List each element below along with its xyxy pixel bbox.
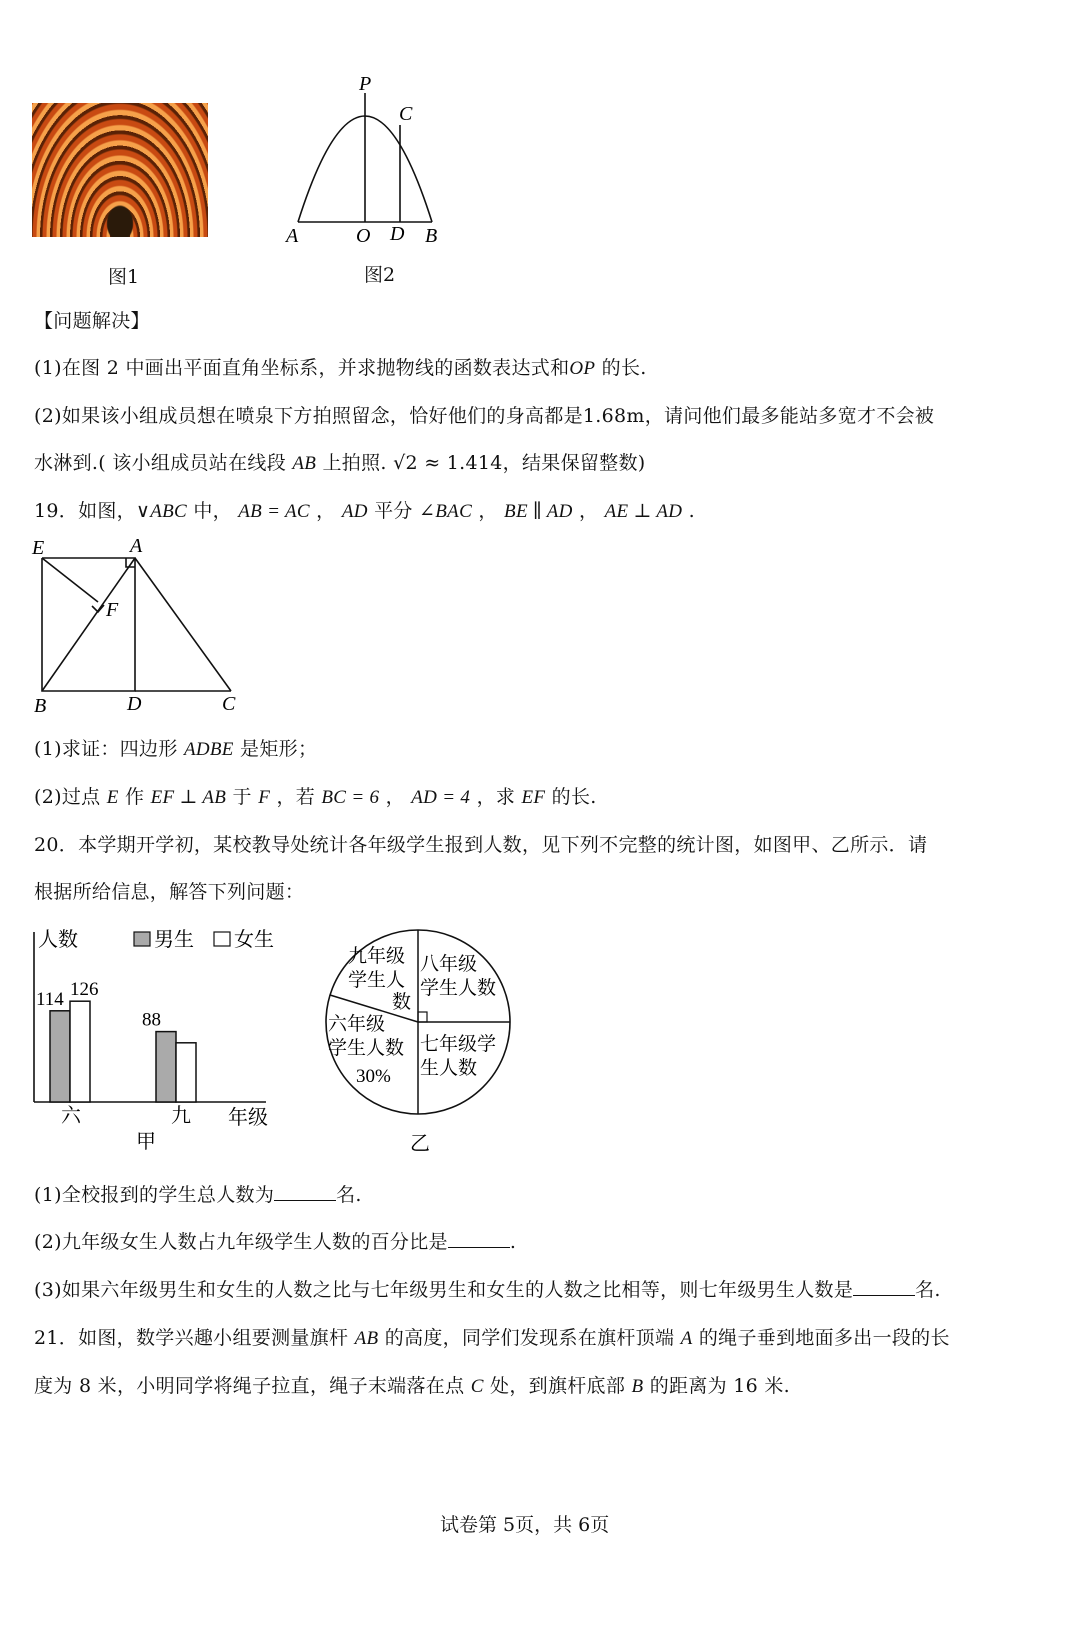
rectangle-triangle-figure	[26, 532, 256, 720]
label-D2: D	[127, 693, 142, 715]
answer-blank-1[interactable]	[274, 1184, 336, 1201]
legend-female: 女生	[234, 929, 274, 951]
bar-label-女生-六: 126	[70, 979, 99, 1001]
section-title: 【问题解决】	[34, 310, 150, 332]
ab-diagonal	[42, 558, 135, 691]
page-footer: 试卷第 5页，共 6页	[440, 1514, 610, 1536]
p20-stem-line1: 20．本学期开学初，某校教导处统计各年级学生报到人数，见下列不完整的统计图，如图甲、乙所示．请	[34, 834, 928, 856]
x-tick-六: 六	[61, 1105, 81, 1127]
label-F: F	[106, 599, 119, 621]
label-B2: B	[34, 695, 47, 717]
p20-q1: (1)全校报到的学生总人数为 名.	[34, 1184, 362, 1206]
svg-text:学生人数: 学生人数	[420, 978, 497, 999]
svg-text:学生人: 学生人	[348, 970, 406, 991]
p20-stem-line2: 根据所给信息，解答下列问题：	[34, 881, 305, 903]
label-B: B	[425, 225, 438, 247]
svg-text:生人数: 生人数	[420, 1058, 478, 1079]
p19-q1: (1)求证：四边形 ADBE 是矩形；	[34, 738, 318, 760]
chart-title-乙: 乙	[410, 1133, 430, 1155]
svg-text:九年级: 九年级	[348, 946, 406, 967]
legend-swatch-female	[214, 932, 230, 946]
p19-stem: 19．如图，∨ABC 中， AB = AC ， AD 平分 ∠BAC ， BE ∥ AD ， AE ⊥ AD .	[34, 500, 695, 522]
bar-男生-九	[156, 1032, 176, 1102]
right-angle-f	[92, 605, 104, 612]
sqrt-approx: √2 ≈ 1.414	[393, 452, 503, 474]
bar-label-男生-六: 114	[36, 988, 64, 1010]
bar-label-男生-九: 88	[142, 1009, 161, 1031]
label-O: O	[356, 225, 371, 247]
fig1-caption: 图1	[108, 266, 140, 288]
label-A: A	[286, 225, 299, 247]
x-axis-label: 年级	[228, 1107, 268, 1129]
fig2-caption: 图2	[364, 264, 396, 286]
label-E: E	[32, 537, 45, 559]
chart-title-甲: 甲	[136, 1131, 156, 1153]
bar-女生-九	[176, 1043, 196, 1102]
ef-segment	[42, 558, 98, 602]
p21-line2: 度为 8 米，小明同学将绳子拉直，绳子末端落在点 C 处，到旗杆底部 B 的距离为 16 米.	[34, 1375, 791, 1397]
fountain-photo	[32, 103, 208, 237]
x-tick-九: 九	[171, 1105, 191, 1127]
bar-chart	[26, 918, 286, 1158]
label-P: P	[359, 73, 372, 95]
p18-q2-line2: 水淋到.( 该小组成员站在线段 AB 上拍照. √2 ≈ 1.414，结果保留整数)	[34, 452, 646, 474]
legend-swatch-male	[134, 932, 150, 946]
pie-chart	[316, 918, 526, 1158]
parabola-figure	[280, 70, 450, 250]
svg-text:学生人数: 学生人数	[328, 1038, 405, 1059]
bar-男生-六	[50, 1011, 70, 1102]
label-C2: C	[222, 693, 236, 715]
label-C: C	[399, 103, 413, 125]
svg-text:数: 数	[392, 992, 412, 1013]
answer-blank-3[interactable]	[853, 1279, 915, 1296]
label-D: D	[390, 223, 405, 245]
svg-text:七年级学: 七年级学	[420, 1034, 497, 1055]
legend-male: 男生	[154, 929, 194, 951]
y-axis-label: 人数	[38, 929, 78, 951]
p20-q2: (2)九年级女生人数占九年级学生人数的百分比是 .	[34, 1231, 517, 1253]
svg-text:八年级: 八年级	[420, 954, 478, 975]
answer-blank-2[interactable]	[448, 1231, 510, 1248]
svg-text:六年级: 六年级	[328, 1014, 386, 1035]
label-A2: A	[130, 535, 143, 557]
p20-q3: (3)如果六年级男生和女生的人数之比与七年级男生和女生的人数之比相等，则七年级男生人数是 名.	[34, 1279, 941, 1301]
bar-女生-六	[70, 1001, 90, 1102]
p21-line1: 21．如图，数学兴趣小组要测量旗杆 AB 的高度，同学们发现系在旗杆顶端 A 的绳子垂到地面多出一段的长	[34, 1327, 950, 1349]
p19-q2: (2)过点 E 作 EF ⊥ AB 于 F ，若 BC = 6 ， AD = 4 ，求 EF 的长.	[34, 786, 597, 808]
p18-q1: (1)在图 2 中画出平面直角坐标系，并求抛物线的函数表达式和OP 的长.	[34, 357, 647, 379]
p18-q2-line1: (2)如果该小组成员想在喷泉下方拍照留念，恰好他们的身高都是1.68m，请问他们最多能站多宽才不会被	[34, 405, 935, 427]
ac-segment	[135, 558, 231, 691]
svg-text:30%: 30%	[356, 1066, 391, 1087]
